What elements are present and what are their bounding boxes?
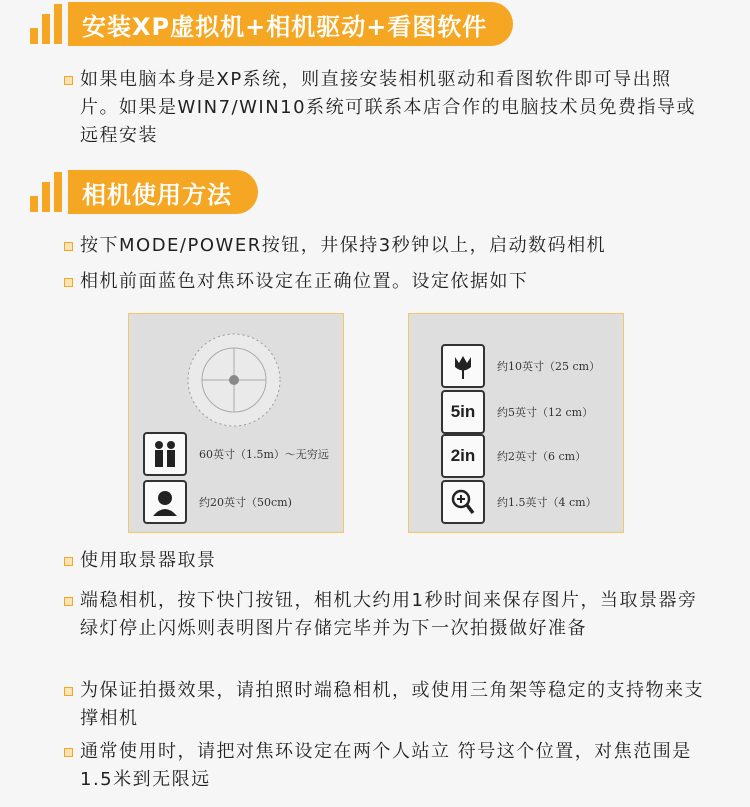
section-title: 相机使用方法	[68, 170, 258, 214]
manual-photo-left	[128, 313, 344, 533]
focus-setting-row	[441, 390, 593, 434]
magnifier-icon	[441, 480, 485, 524]
manual-photo-right	[408, 313, 624, 533]
step-item: 使用取景器取景	[64, 547, 704, 575]
2in-icon: 2in	[441, 434, 485, 478]
install-paragraph: 如果电脑本身是XP系统，则直接安装相机驱动和看图软件即可导出照片。如果是WIN7/WIN10系统可联系本店合作的电脑技术员免费指导或远程安装	[64, 66, 704, 150]
step-item: 通常使用时，请把对焦环设定在两个人站立 符号这个位置，对焦范围是1.5米到无限远	[64, 738, 704, 794]
section-title: 安装XP虚拟机+相机驱动+看图软件	[68, 2, 513, 46]
step-item: 按下MODE/POWER按钮，井保持3秒钟以上，启动数码相机	[64, 232, 704, 260]
focus-setting-row	[441, 434, 586, 478]
step-item: 相机前面蓝色对焦环设定在正确位置。设定依据如下	[64, 268, 704, 296]
bullet-icon	[64, 557, 73, 566]
focus-setting-row	[441, 480, 597, 524]
focus-setting-row	[143, 432, 329, 476]
focus-setting-label: 约5英寸（12 cm）	[497, 406, 594, 419]
bullet-icon	[64, 748, 73, 757]
flower-icon	[441, 344, 485, 388]
focus-setting-label: 约10英寸（25 cm）	[497, 360, 601, 373]
focus-setting-label: 约20英寸（50cm)	[199, 496, 292, 509]
header-bars-icon	[30, 172, 62, 212]
section-header-install	[30, 2, 513, 46]
section-header-usage	[30, 170, 258, 214]
5in-icon: 5in	[441, 390, 485, 434]
bullet-icon	[64, 687, 73, 696]
bullet-icon	[64, 597, 73, 606]
header-bars-icon	[30, 4, 62, 44]
focus-dial-icon	[169, 322, 299, 430]
portrait-icon	[143, 480, 187, 524]
focus-setting-row	[143, 480, 292, 524]
bullet-icon	[64, 278, 73, 287]
focus-setting-label: 约1.5英寸（4 cm）	[497, 496, 597, 509]
focus-setting-label: 60英寸（1.5m）～无穷远	[199, 448, 329, 461]
step-item: 为保证拍摄效果，请拍照时端稳相机，或使用三角架等稳定的支持物来支撑相机	[64, 677, 704, 733]
bullet-icon	[64, 242, 73, 251]
step-item: 端稳相机，按下快门按钮，相机大约用1秒时间来保存图片，当取景器旁绿灯停止闪烁则表明图片存储完毕并为下一次拍摄做好准备	[64, 587, 704, 643]
two-people-icon	[143, 432, 187, 476]
focus-setting-row	[441, 344, 600, 388]
focus-setting-label: 约2英寸（6 cm）	[497, 450, 587, 463]
bullet-icon	[64, 76, 73, 85]
